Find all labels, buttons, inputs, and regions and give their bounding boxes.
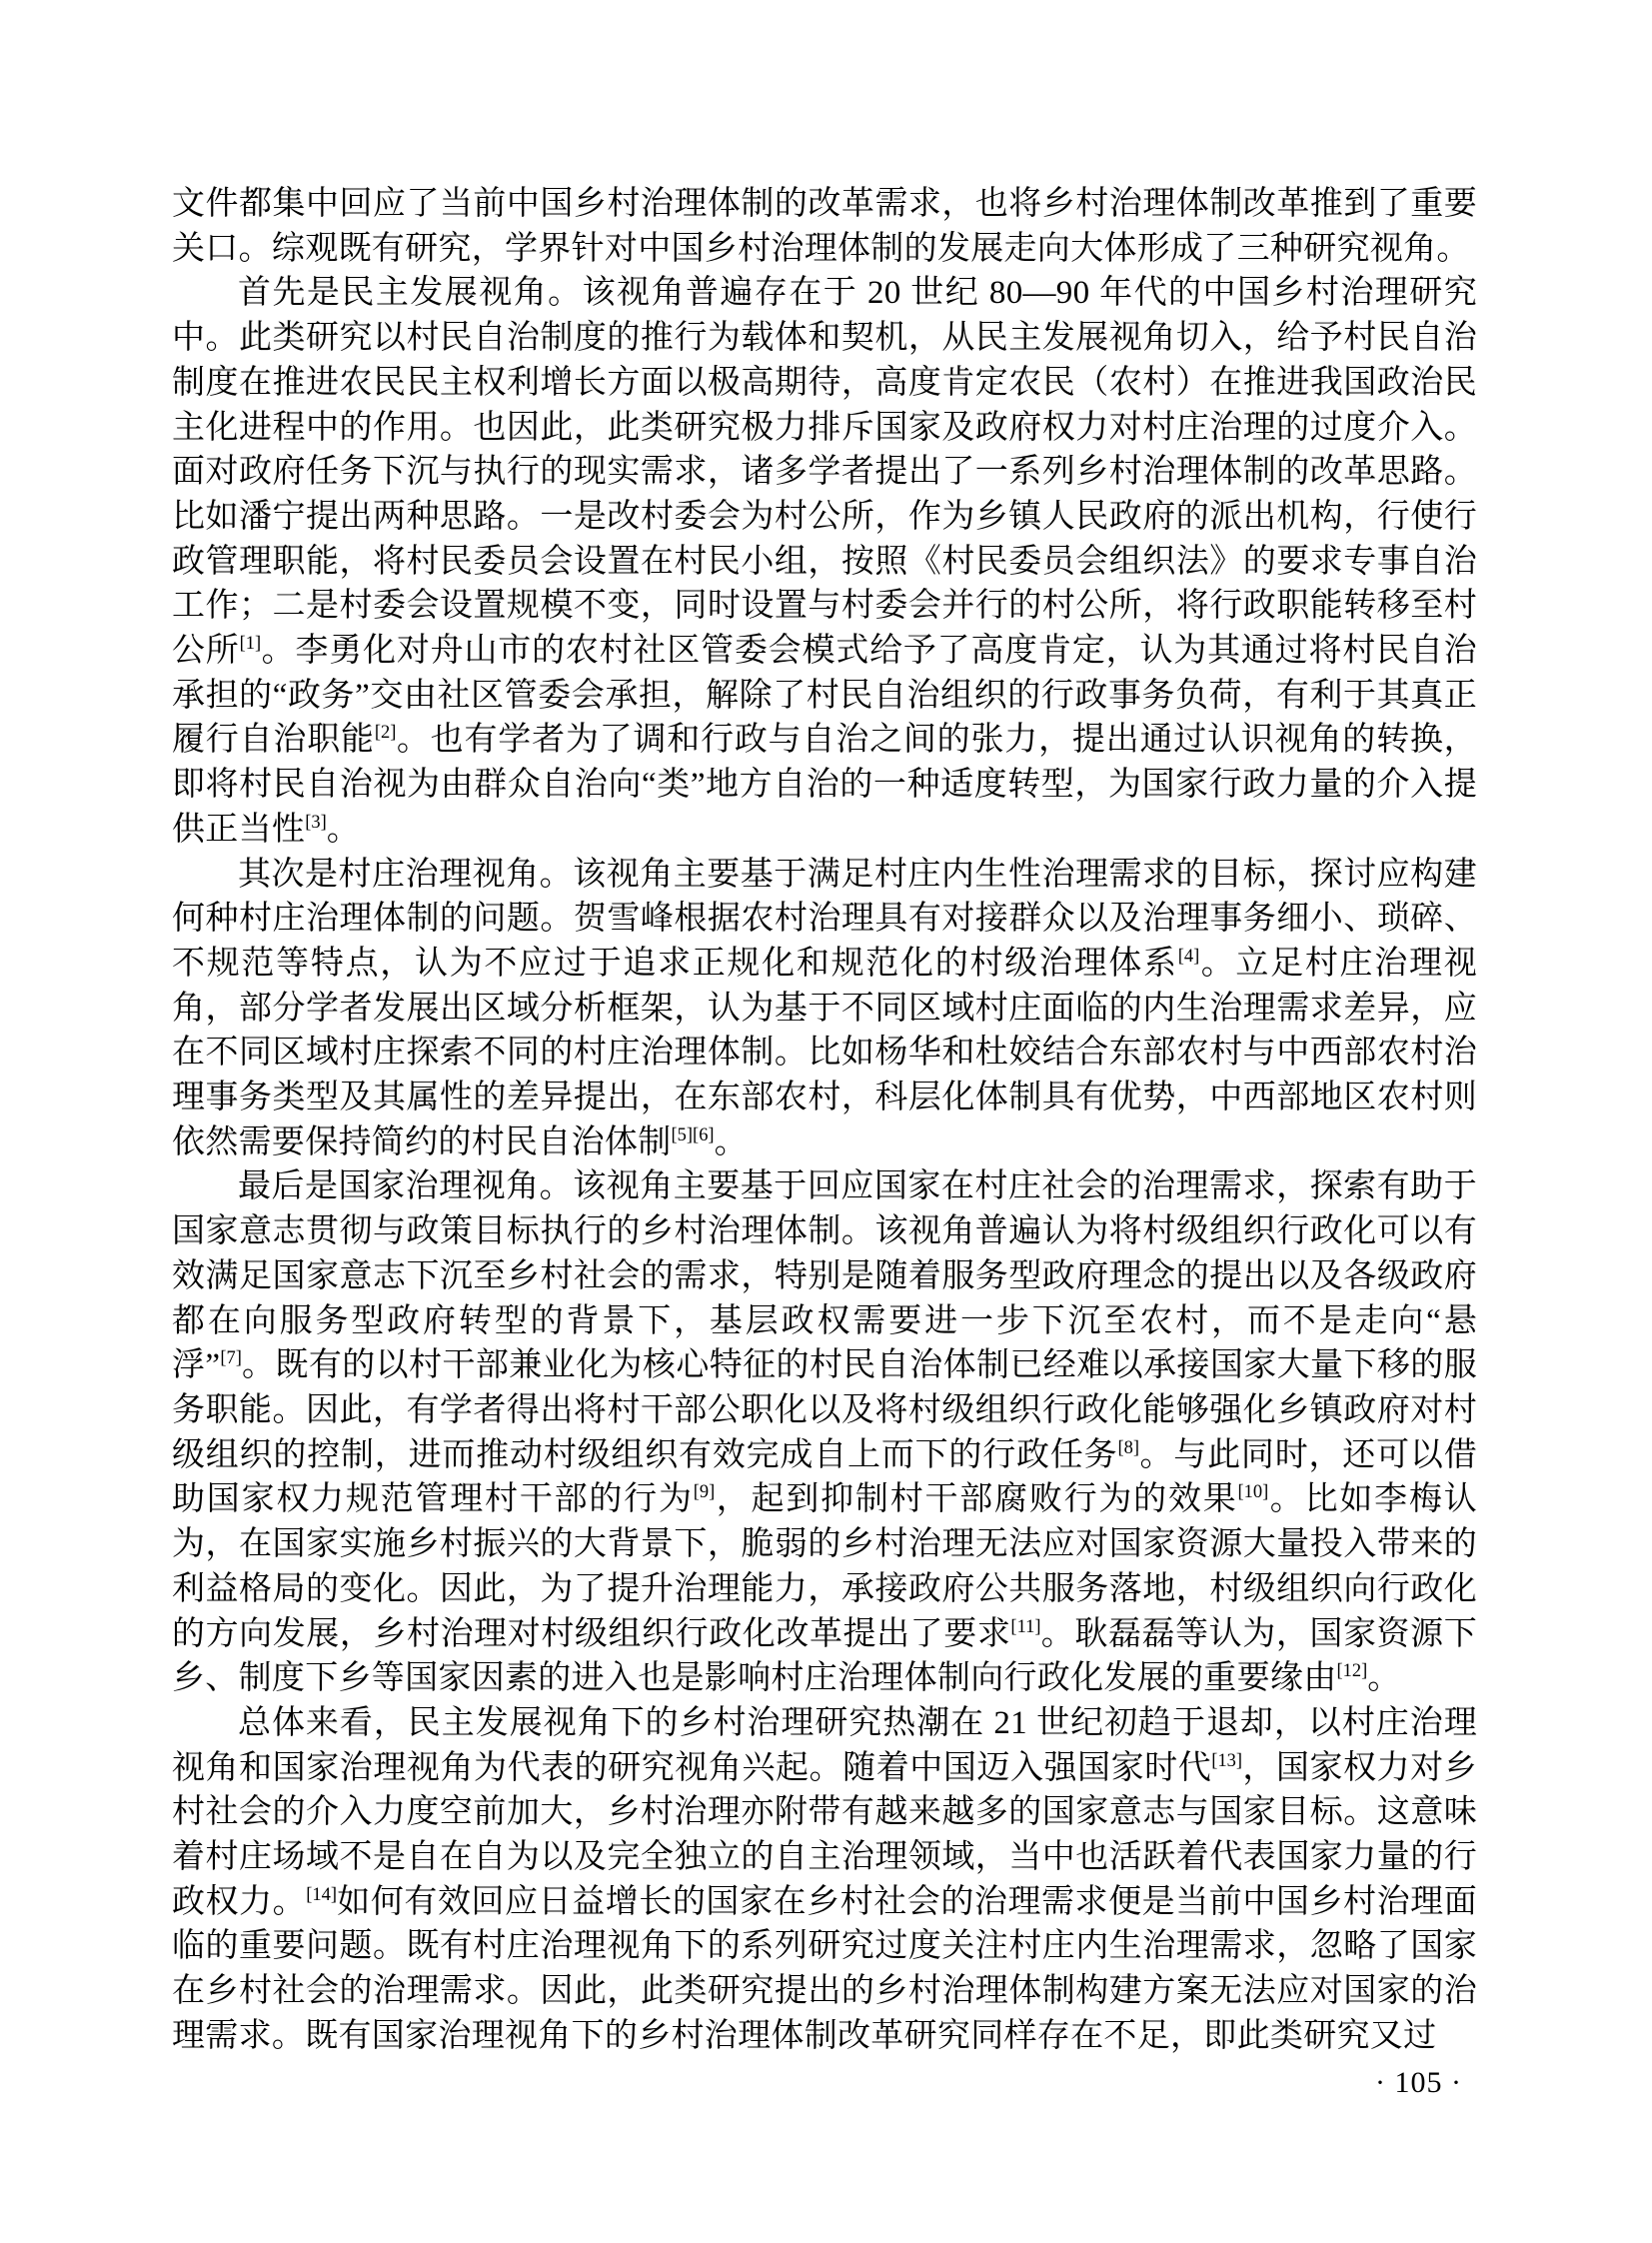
body-paragraph: 其次是村庄治理视角。该视角主要基于满足村庄内生性治理需求的目标，探讨应构建何种村庄治理体制的问题。贺雪峰根据农村治理具有对接群众以及治理事务细小、琐碎、不规范等特点，认为不应过于追求正规化和规范化的村级治理体系[4]。立足村庄治理视角，部分学者发展出区域分析框架，认为基于不同区域村庄面临的内生治理需求差异，应在不同区域村庄探索不同的村庄治理体制。比如杨华和杜姣结合东部农村与中西部农村治理事务类型及其属性的差异提出，在东部农村，科层化体制具有优势，中西部地区农村则依然需要保持简约的村民自治体制[5][6]。 <box>172 856 1477 1160</box>
citation-superscript: [10] <box>1237 1481 1269 1502</box>
body-paragraph: 首先是民主发展视角。该视角普遍存在于 20 世纪 80—90 年代的中国乡村治理研究中。此类研究以村民自治制度的推行为载体和契机，从民主发展视角切入，给予村民自治制度在推进农民民主权利增长方面以极高期待，高度肯定农民（农村）在推进我国政治民主化进程中的作用。也因此，此类研究极力排斥国家及政府权力对村庄治理的过度介入。面对政府任务下沉与执行的现实需求，诸多学者提出了一系列乡村治理体制的改革思路。比如潘宁提出两种思路。一是改村委会为村公所，作为乡镇人民政府的派出机构，行使行政管理职能，将村民委员会设置在村民小组，按照《村民委员会组织法》的要求专事自治工作；二是村委会设置规模不变，同时设置与村委会并行的村公所，将行政职能转移至村公所[1]。李勇化对舟山市的农村社区管委会模式给予了高度肯定，认为其通过将村民自治承担的“政务”交由社区管委会承担，解除了村民自治组织的行政事务负荷，有利于其真正履行自治职能[2]。也有学者为了调和行政与自治之间的张力，提出通过认识视角的转换，即将村民自治视为由群众自治向“类”地方自治的一种适度转型，为国家行政力量的介入提供正当性[3]。 <box>172 275 1477 848</box>
citation-superscript: [2] <box>374 722 397 743</box>
citation-superscript: [7] <box>220 1347 242 1368</box>
citation-superscript: [6] <box>693 1123 715 1144</box>
citation-superscript: [8] <box>1117 1436 1139 1457</box>
article-body <box>172 182 1477 2059</box>
body-paragraph: 总体来看，民主发展视角下的乡村治理研究热潮在 21 世纪初趋于退却，以村庄治理视角和国家治理视角为代表的研究视角兴起。随着中国迈入强国家时代[13]，国家权力对乡村社会的介入力度空前加大，乡村治理亦附带有越来越多的国家意志与国家目标。这意味着村庄场域不是自在自为以及完全独立的自主治理领域，当中也活跃着代表国家力量的行政权力。[14]如何有效回应日益增长的国家在乡村社会的治理需求便是当前中国乡村治理面临的重要问题。既有村庄治理视角下的系列研究过度关注村庄内生治理需求，忽略了国家在乡村社会的治理需求。因此，此类研究提出的乡村治理体制构建方案无法应对国家的治理需求。既有国家治理视角下的乡村治理体制改革研究同样存在不足，即此类研究又过 <box>172 1704 1477 2054</box>
citation-superscript: [9] <box>693 1481 716 1502</box>
citation-superscript: [5] <box>671 1123 694 1144</box>
citation-superscript: [13] <box>1211 1749 1243 1770</box>
citation-superscript: [14] <box>306 1883 338 1904</box>
citation-superscript: [4] <box>1177 945 1200 966</box>
citation-superscript: [11] <box>1010 1615 1041 1636</box>
citation-superscript: [12] <box>1336 1660 1368 1681</box>
citation-superscript: [1] <box>239 633 262 654</box>
citation-superscript: [3] <box>305 811 327 832</box>
page-number: · 105 · <box>1375 2066 1462 2099</box>
body-paragraph: 最后是国家治理视角。该视角主要基于回应国家在村庄社会的治理需求，探索有助于国家意志贯彻与政策目标执行的乡村治理体制。该视角普遍认为将村级组织行政化可以有效满足国家意志下沉至乡村社会的需求，特别是随着服务型政府理念的提出以及各级政府都在向服务型政府转型的背景下，基层政权需要进一步下沉至农村，而不是走向“悬浮”[7]。既有的以村干部兼业化为核心特征的村民自治体制已经难以承接国家大量下移的服务职能。因此，有学者得出将村干部公职化以及将村级组织行政化能够强化乡镇政府对村级组织的控制，进而推动村级组织有效完成自上而下的行政任务[8]。与此同时，还可以借助国家权力规范管理村干部的行为[9]，起到抑制村干部腐败行为的效果[10]。比如李梅认为，在国家实施乡村振兴的大背景下，脆弱的乡村治理无法应对国家资源大量投入带来的利益格局的变化。因此，为了提升治理能力，承接政府公共服务落地，村级组织向行政化的方向发展，乡村治理对村级组织行政化改革提出了要求[11]。耿磊磊等认为，国家资源下乡、制度下乡等国家因素的进入也是影响村庄治理体制向行政化发展的重要缘由[12]。 <box>172 1168 1478 1697</box>
body-paragraph: 文件都集中回应了当前中国乡村治理体制的改革需求，也将乡村治理体制改革推到了重要关口。综观既有研究，学界针对中国乡村治理体制的发展走向大体形成了三种研究视角。 <box>172 186 1477 267</box>
